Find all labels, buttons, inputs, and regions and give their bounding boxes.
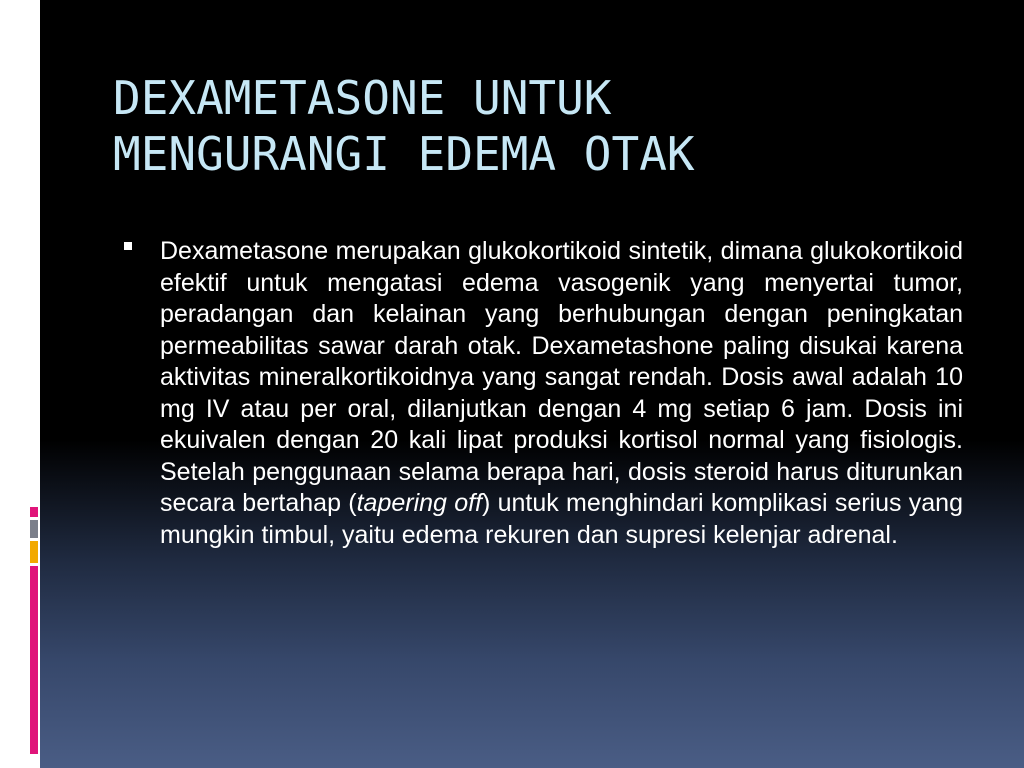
- bullet-text-part-1: Dexametasone merupakan glukokortikoid sintetik, dimana glukokortikoid efektif untuk mengatasi edema vasogenik yang menyertai tumor, peradangan dan kelainan yang berhubungan dengan peningkatan permeabilitas sawar darah otak. Dexametashone paling disukai karena aktivitas mineralkortikoidnya yang sangat rendah. Dosis awal adalah 10 mg IV atau per oral, dilanjutkan dengan 4 mg setiap 6 jam. Dosis ini ekuivalen dengan 20 kali lipat produksi kortisol normal yang fisiologis. Setelah penggunaan selama berapa hari, dosis steroid harus diturunkan secara bertahap (: [160, 237, 963, 517]
- accent-bar-pink-small: [30, 507, 38, 517]
- bullet-text-part-2: ) untuk menghindari komplikasi serius yang mungkin timbul, yaitu edema rekuren dan supresi kelenjar adrenal.: [160, 489, 963, 549]
- accent-bar-pink-long: [30, 566, 38, 754]
- title-line-2: MENGURANGI EDEMA OTAK: [113, 127, 695, 181]
- bullet-list: [118, 236, 963, 551]
- bullet-item: [118, 236, 963, 551]
- slide-title: [113, 70, 973, 182]
- square-bullet-icon: [124, 242, 132, 250]
- bullet-text-italic: tapering off: [356, 489, 482, 517]
- title-line-1: DEXAMETASONE UNTUK: [113, 71, 612, 125]
- accent-bar-gray: [30, 520, 38, 538]
- accent-bar-gold: [30, 541, 38, 563]
- bullet-text: [160, 236, 963, 551]
